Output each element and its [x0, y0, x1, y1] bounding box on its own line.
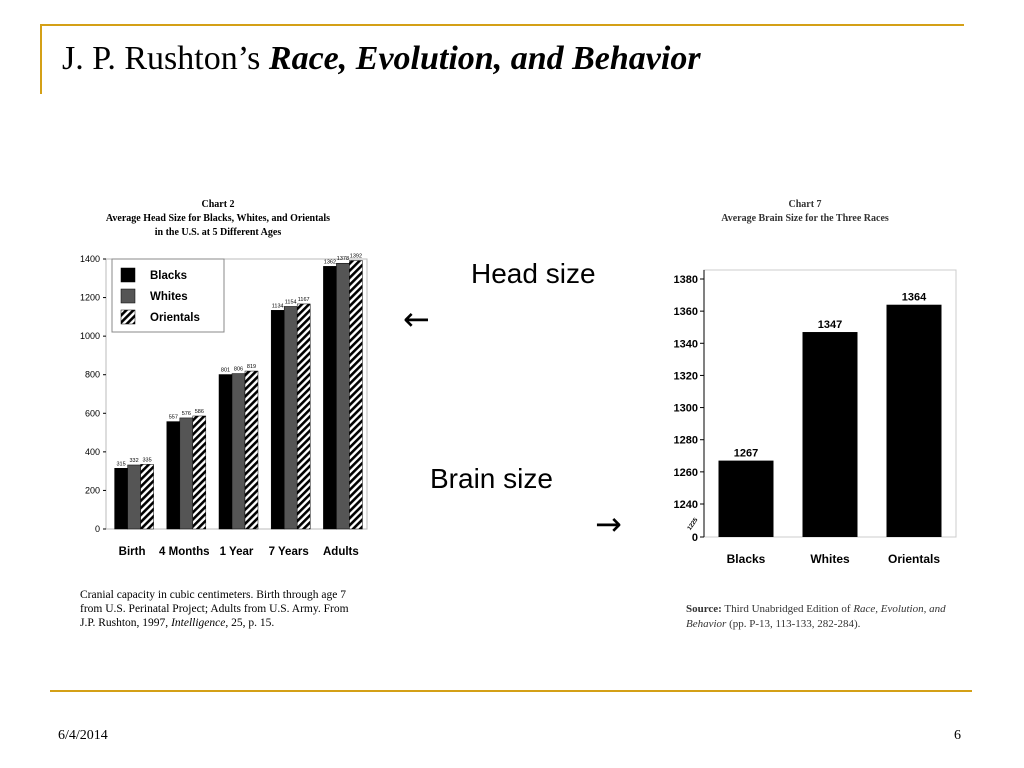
bar-value-label: 1347	[817, 319, 843, 332]
legend-swatch	[121, 268, 135, 282]
y-tick-label: 1300	[673, 402, 698, 415]
bar-value-label: 1134	[271, 303, 284, 310]
y-tick-label: 1320	[673, 370, 698, 383]
bar-blacks	[167, 422, 180, 529]
bar-value-label: 806	[233, 366, 244, 373]
x-category-label: 4 Months	[159, 546, 210, 558]
bar-value-label: 335	[142, 457, 152, 464]
source-text-post: (pp. P-13, 113-133, 282-284).	[726, 618, 861, 630]
x-category-label: 1 Year	[219, 546, 254, 558]
footer-date: 6/4/2014	[58, 728, 108, 743]
chart2-subtitle-2: in the U.S. at 5 Different Ages	[154, 227, 282, 238]
chart2-caption	[80, 588, 380, 630]
y-tick-label: 600	[84, 408, 100, 419]
bottom-rule	[50, 690, 972, 692]
bar-orientals	[297, 304, 310, 529]
head-size-chart	[70, 195, 375, 565]
bar-value-label: 557	[168, 414, 178, 421]
bar-value-label: 586	[194, 408, 204, 415]
bar-value-label: 1167	[297, 296, 310, 303]
y-tick-label: 1280	[673, 434, 698, 447]
side-rule	[40, 24, 42, 94]
bar-orientals	[245, 371, 258, 529]
bar-whites	[128, 465, 141, 529]
x-category-label: Whites	[810, 552, 850, 566]
source-label: Source:	[686, 603, 722, 615]
bar-value-label: 819	[246, 364, 257, 371]
slide-title-emph: Race, Evolution, and Behavior	[268, 40, 701, 77]
source-text-pre: Third Unabridged Edition of	[721, 603, 854, 615]
bar-value-label: 801	[220, 367, 231, 374]
y-tick-label: 1260	[673, 466, 698, 479]
chart2-subtitle-1: Average Head Size for Blacks, Whites, and Orientals	[105, 213, 331, 224]
slide-title	[62, 40, 701, 78]
caption-journal: Intelligence	[171, 617, 226, 629]
legend-swatch	[121, 289, 135, 303]
top-rule	[40, 24, 964, 26]
legend-label: Blacks	[150, 270, 188, 282]
legend-label: Orientals	[150, 312, 200, 324]
y-tick-label: 1360	[673, 306, 698, 319]
y-tick-label: 1380	[673, 274, 698, 286]
bar-orientals	[193, 416, 206, 529]
bar-value-label: 1154	[284, 299, 297, 306]
brain-size-chart	[640, 195, 970, 580]
bar-value-label: 315	[116, 461, 126, 468]
y-tick-label: 1400	[79, 254, 100, 264]
y-tick-label: 0	[94, 524, 100, 534]
y-tick-label: 1240	[673, 499, 698, 511]
bar-value-label: 1362	[323, 259, 337, 266]
bar-whites	[336, 263, 349, 529]
source-book: Race, Evolution, and Behavior	[686, 603, 946, 630]
left-arrow-icon: ←	[403, 300, 430, 338]
bar-orientals	[141, 464, 154, 529]
x-category-label: 7 Years	[268, 546, 309, 558]
y-tick-label: 200	[84, 485, 100, 496]
y-tick-label: 0	[691, 532, 698, 544]
right-arrow-icon: →	[595, 505, 622, 543]
bar-whites	[284, 306, 297, 529]
chart7-subtitle: Average Brain Size for the Three Races	[721, 213, 889, 224]
caption-line-3-pre: J.P. Rushton, 1997,	[80, 617, 172, 629]
chart7-title: Chart 7	[788, 199, 822, 210]
x-category-label: Orientals	[887, 552, 941, 566]
caption-line-1: Cranial capacity in cubic centimeters. Birth through age 7	[80, 589, 347, 601]
page-number: 6	[954, 728, 961, 743]
bar-blacks	[219, 375, 232, 529]
legend-swatch	[121, 310, 135, 324]
bar-blacks	[323, 266, 336, 529]
y-tick-label: 1000	[79, 331, 100, 342]
chart7-source	[686, 602, 946, 632]
x-category-label: Blacks	[726, 552, 766, 566]
head-size-label: Head size	[471, 258, 596, 289]
x-category-label: Birth	[118, 546, 146, 558]
axis-break-label: 1225	[686, 517, 700, 532]
y-tick-label: 1340	[673, 338, 698, 351]
caption-line-2: from U.S. Perinatal Project; Adults from U.S. Army. From	[80, 603, 349, 615]
bar-blacks	[115, 468, 128, 529]
bar-whites	[803, 332, 858, 537]
bar-whites	[180, 418, 193, 529]
bar-value-label: 1267	[733, 447, 759, 460]
bar-value-label: 576	[181, 410, 191, 417]
y-tick-label: 1200	[79, 292, 100, 303]
bar-value-label: 332	[129, 457, 139, 464]
slide-title-plain: J. P. Rushton’s	[62, 40, 269, 77]
bar-orientals	[887, 305, 942, 537]
bar-orientals	[349, 261, 362, 529]
bar-blacks	[719, 461, 774, 537]
bar-value-label: 1378	[336, 256, 350, 263]
bar-blacks	[271, 310, 284, 529]
bar-value-label: 1364	[901, 291, 927, 304]
bar-value-label: 1392	[349, 253, 363, 260]
y-tick-label: 800	[84, 369, 100, 380]
chart2-title: Chart 2	[201, 199, 235, 210]
x-category-label: Adults	[323, 546, 359, 558]
bar-whites	[232, 374, 245, 529]
legend-label: Whites	[150, 291, 188, 303]
caption-line-3-post: , 25, p. 15.	[225, 617, 275, 629]
y-tick-label: 400	[84, 446, 100, 457]
caption-line-3	[80, 616, 380, 630]
brain-size-label: Brain size	[430, 463, 553, 494]
